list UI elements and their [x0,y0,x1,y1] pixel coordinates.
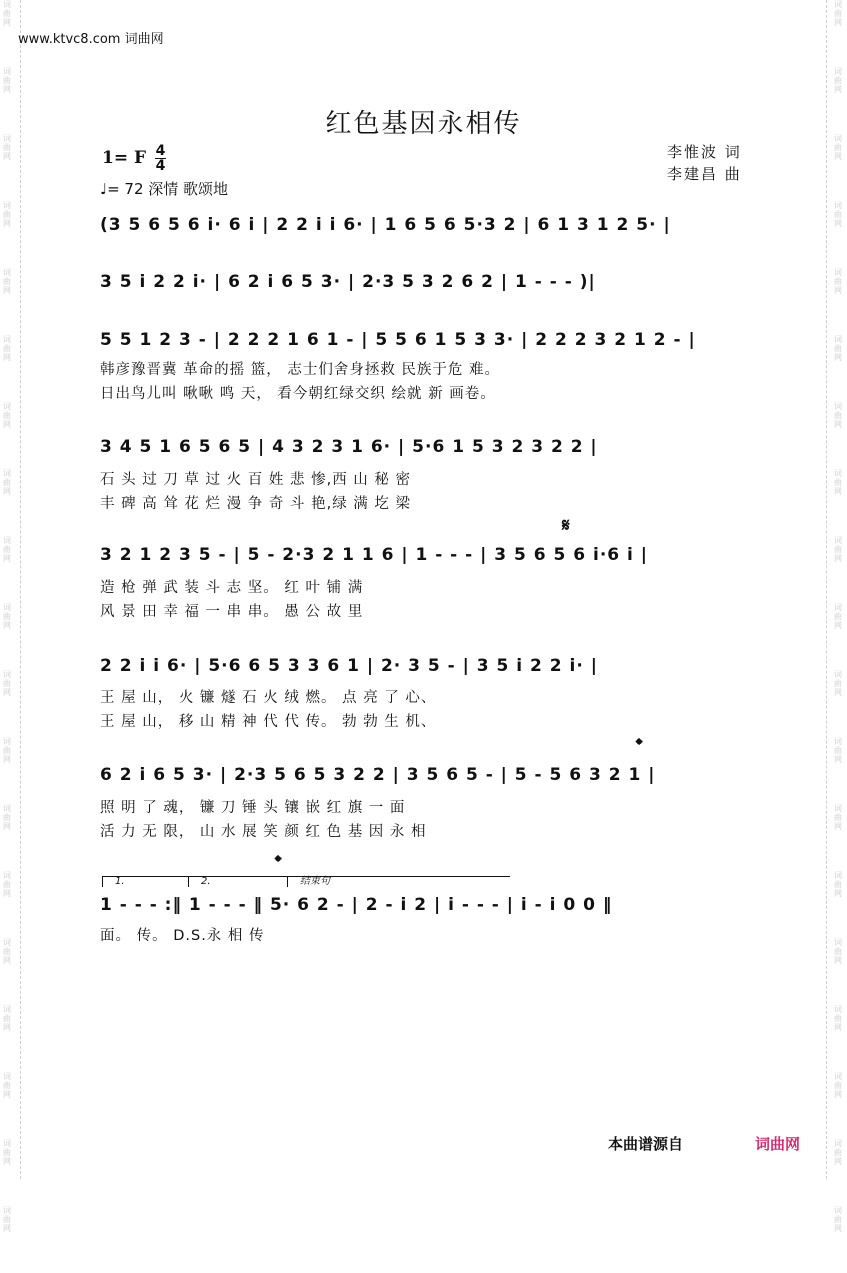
watermark-mark: 词 曲 网 [3,67,11,94]
staff-line-7: 6 2 i 6 5 3· | 2·3 5 6 5 3 2 2 | 3 5 6 5 - | 5 - 5 6 3 2 1 | [100,765,656,785]
staff-line-2: 3 5 i 2 2 i· | 6 2 i 6 5 3· | 2·3 5 3 2 6 2 | 1 - - - )| [100,272,596,292]
watermark-mark: 词 曲 网 [834,938,842,965]
watermark-mark: 词 曲 网 [3,402,11,429]
watermark-mark: 词 曲 网 [834,1005,842,1032]
watermark-mark: 词 曲 网 [3,670,11,697]
lyricist: 李惟波 词 [667,143,742,161]
watermark-mark: 词 曲 网 [3,134,11,161]
footer-brand[interactable]: 词曲网 [755,1135,801,1153]
volta-first: 1. [102,876,197,887]
footer-source: 本曲谱源自 [608,1135,684,1153]
watermark-mark: 词 曲 网 [834,1139,842,1166]
staff-line-1: (3 5 6 5 6 i· 6 i | 2 2 i i 6· | 1 6 5 6 5·3 2 | 6 1 3 1 2 5· | [100,215,671,235]
watermark-mark: 词 曲 网 [3,335,11,362]
watermark-mark: 词 曲 网 [3,938,11,965]
watermark-mark: 词 曲 网 [3,201,11,228]
ending-phrase-bracket: 结束句 [287,876,510,887]
watermark-mark: 词 曲 网 [834,67,842,94]
lyric-4b: 丰 碑 高 耸 花 烂 漫 争 奇 斗 艳,绿 满 圪 梁 [100,496,412,512]
watermark-mark: 词 曲 网 [3,871,11,898]
watermark-mark: 词 曲 网 [834,804,842,831]
coda-sign: 𝄌 [636,735,643,756]
watermark-mark: 词 曲 网 [834,0,842,27]
lyric-3b: 日出鸟儿叫 啾啾 鸣 天， 看今朝红绿交织 绘就 新 画卷。 [100,386,496,402]
staff-line-6: 2 2 i i 6· | 5·6 6 5 3 3 6 1 | 2· 3 5 - | 3 5 i 2 2 i· | [100,656,598,676]
key-signature: 1= F [102,148,147,168]
watermark-mark: 词 曲 网 [3,1139,11,1166]
watermark-mark: 词 曲 网 [834,335,842,362]
left-border [20,0,21,1179]
right-border [826,0,827,1179]
staff-line-3: 5 5 1 2 3 - | 2 2 2 1 6 1 - | 5 5 6 1 5 3 3· | 2 2 2 3 2 1 2 - | [100,330,696,350]
time-signature [155,144,166,173]
meter-bottom: 4 [155,158,166,174]
meter-top: 4 [155,143,166,159]
composer: 李建昌 曲 [667,165,742,183]
watermark-mark: 词 曲 网 [3,603,11,630]
staff-line-4: 3 4 5 1 6 5 6 5 | 4 3 2 3 1 6· | 5·6 1 5 3 2 3 2 2 | [100,437,598,457]
lyric-8: 面。 传。 D.S.永 相 传 [100,928,265,944]
watermark-mark: 词 曲 网 [834,201,842,228]
watermark-mark: 词 曲 网 [3,804,11,831]
watermark-mark: 词 曲 网 [834,536,842,563]
watermark-mark: 词 曲 网 [3,1206,11,1233]
watermark-mark: 词 曲 网 [834,1072,842,1099]
volta-second: 2. [188,876,291,887]
lyric-7a: 照 明 了 魂， 镰 刀 锤 头 镶 嵌 红 旗 一 面 [100,800,406,816]
right-watermark [833,0,843,1273]
watermark-mark: 词 曲 网 [834,1206,842,1233]
watermark-mark: 词 曲 网 [3,268,11,295]
tempo-marking: ♩= 72 深情 歌颂地 [100,180,229,198]
watermark-mark: 词 曲 网 [834,402,842,429]
lyric-6b: 王 屋 山， 移 山 精 神 代 代 传。 勃 勃 生 机、 [100,714,437,730]
watermark-mark: 词 曲 网 [834,268,842,295]
watermark-mark: 词 曲 网 [834,737,842,764]
coda-sign-2: 𝄌 [275,852,282,873]
watermark-mark: 词 曲 网 [834,871,842,898]
song-title: 红色基因永相传 [325,109,522,139]
watermark-mark: 词 曲 网 [3,737,11,764]
watermark-mark: 词 曲 网 [3,1005,11,1032]
watermark-mark: 词 曲 网 [834,134,842,161]
segno-sign: 𝄋 [562,515,570,536]
watermark-mark: 词 曲 网 [3,469,11,496]
lyric-6a: 王 屋 山， 火 镰 燧 石 火 绒 燃。 点 亮 了 心、 [100,690,437,706]
lyric-7b: 活 力 无 限， 山 水 展 笑 颜 红 色 基 因 永 相 [100,824,427,840]
left-watermark [2,0,12,1273]
staff-line-5: 3 2 1 2 3 5 - | 5 - 2·3 2 1 1 6 | 1 - - - | 3 5 6 5 6 i·6 i | [100,545,648,565]
site-url[interactable]: www.ktvc8.com 词曲网 [18,32,164,47]
watermark-mark: 词 曲 网 [834,469,842,496]
lyric-5b: 风 景 田 幸 福 一 串 串。 愚 公 故 里 [100,604,364,620]
lyric-3a: 韩彦豫晋冀 革命的摇 篮， 志士们舍身拯救 民族于危 难。 [100,362,501,378]
watermark-mark: 词 曲 网 [3,536,11,563]
watermark-mark: 词 曲 网 [3,1072,11,1099]
lyric-5a: 造 枪 弹 武 装 斗 志 坚。 红 叶 铺 满 [100,580,364,596]
staff-line-8: 1 - - - :‖ 1 - - - ‖ 5· 6 2 - | 2 - i 2 | i - - - | i - i 0 0 ‖ [100,895,613,915]
watermark-mark: 词 曲 网 [834,670,842,697]
watermark-mark: 词 曲 网 [834,603,842,630]
lyric-4a: 石 头 过 刀 草 过 火 百 姓 悲 惨,西 山 秘 密 [100,472,412,488]
watermark-mark: 词 曲 网 [3,0,11,27]
